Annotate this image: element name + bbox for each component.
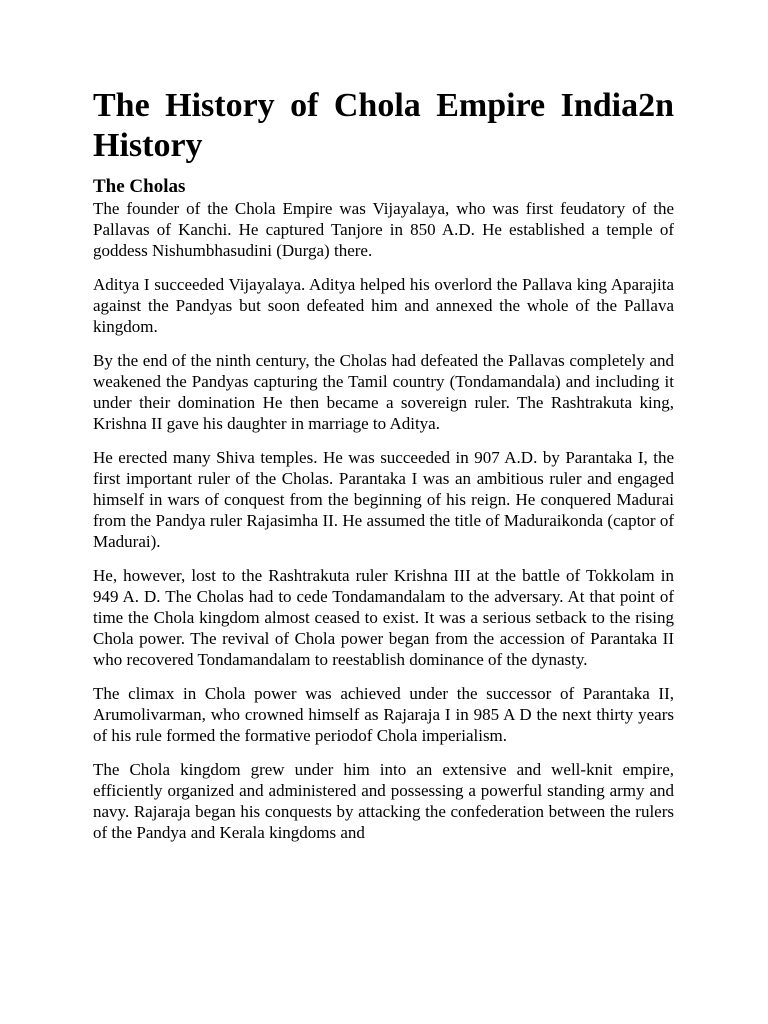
section-heading: The Cholas <box>93 176 186 197</box>
paragraph-1: The founder of the Chola Empire was Vijayalaya, who was first feudatory of the Pallavas of Kanchi. He captured Tanjore in 850 A.D. He established a temple of goddess Nishumbhasudini (Durga) there. <box>93 199 674 260</box>
paragraph-3: By the end of the ninth century, the Cholas had defeated the Pallavas completely and weakened the Pandyas capturing the Tamil country (Tondamandala) and including it under their domination He then became a sovereign ruler. The Rashtrakuta king, Krishna II gave his daughter in marriage to Aditya. <box>93 351 674 433</box>
document-title: The History of Chola Empire India2n History <box>93 87 674 164</box>
paragraph-2: Aditya I succeeded Vijayalaya. Aditya helped his overlord the Pallava king Aparajita against the Pandyas but soon defeated him and annexed the whole of the Pallava kingdom. <box>93 275 674 336</box>
paragraph-6: The climax in Chola power was achieved under the successor of Parantaka II, Arumolivarman, who crowned himself as Rajaraja I in 985 A D the next thirty years of his rule formed the formative periodof Chola imperialism. <box>93 684 674 745</box>
paragraph-7: The Chola kingdom grew under him into an extensive and well-knit empire, efficiently organized and administered and possessing a powerful standing army and navy. Rajaraja began his conquests by attacking the confederation between the rulers of the Pandya and Kerala kingdoms and <box>93 760 674 842</box>
paragraph-4: He erected many Shiva temples. He was succeeded in 907 A.D. by Parantaka I, the first important ruler of the Cholas. Parantaka I was an ambitious ruler and engaged himself in wars of conquest from the beginning of his reign. He conquered Madurai from the Pandya ruler Rajasimha II. He assumed the title of Maduraikonda (captor of Madurai). <box>93 448 674 551</box>
paragraph-5: He, however, lost to the Rashtrakuta ruler Krishna III at the battle of Tokkolam in 949 A. D. The Cholas had to cede Tondamandalam to the adversary. At that point of time the Chola kingdom almost ceased to exist. It was a serious setback to the rising Chola power. The revival of Chola power began from the accession of Parantaka II who recovered Tondamandalam to reestablish dominance of the dynasty. <box>93 566 674 669</box>
document-page <box>93 86 674 856</box>
